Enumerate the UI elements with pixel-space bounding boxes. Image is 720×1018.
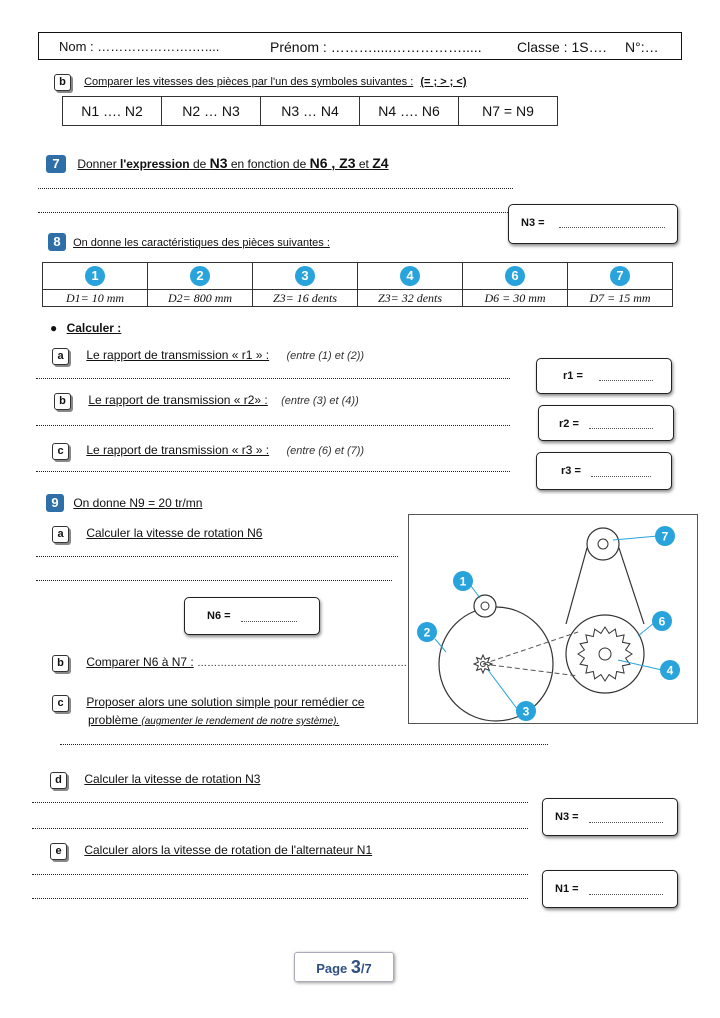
result-blank[interactable] (599, 380, 653, 381)
answer-line[interactable] (36, 556, 398, 557)
piece-value: Z3= 16 dents (253, 290, 358, 307)
characteristics-table (42, 262, 673, 307)
callout-label: 1 (459, 574, 467, 589)
q7 (46, 155, 389, 173)
gear-4-hub (599, 648, 611, 660)
q7-text: Donner (77, 157, 121, 171)
q8-text: On donne les caractéristiques des pièces suivantes : (73, 237, 330, 249)
result-label: N1 = (555, 883, 579, 895)
piece-badge: 7 (610, 266, 630, 286)
piece-value: D2= 800 mm (148, 290, 253, 307)
result-box-r1[interactable] (536, 358, 672, 394)
answer-line[interactable] (36, 471, 510, 472)
ratio-r2-hint: (entre (3) et (4)) (281, 395, 359, 407)
q9c-line2: problème (88, 713, 142, 727)
callout-label: 6 (658, 614, 666, 629)
gear-2 (439, 607, 553, 721)
q-ratio-r1 (52, 348, 364, 365)
callout-label: 7 (661, 529, 669, 544)
answer-line[interactable] (32, 898, 528, 899)
result-blank[interactable] (241, 621, 297, 622)
callout-label: 4 (666, 663, 674, 678)
answer-line[interactable] (36, 580, 392, 581)
callout-badge (660, 660, 680, 680)
piece-badge: 1 (85, 266, 105, 286)
compare-cell[interactable]: N4 …. N6 (360, 97, 459, 126)
result-blank[interactable] (589, 894, 663, 895)
compare-cell[interactable]: N2 … N3 (162, 97, 261, 126)
tag-b: b (54, 393, 71, 410)
answer-line[interactable] (38, 188, 513, 189)
answer-line[interactable] (36, 378, 510, 379)
q7-text: l'expression (120, 157, 190, 171)
q-ratio-r2 (54, 393, 359, 410)
q8 (48, 233, 330, 251)
result-label: r1 = (563, 370, 583, 382)
q7-text: en fonction de (227, 157, 310, 171)
gear-pulley-diagram (408, 514, 698, 724)
header-box (38, 32, 682, 60)
result-box-n1[interactable] (542, 870, 678, 908)
compare-question (54, 74, 466, 91)
q9 (46, 494, 202, 512)
callout-label: 3 (522, 704, 530, 719)
page-indicator (294, 952, 394, 982)
page-total: /7 (360, 961, 372, 976)
callout-badge (655, 526, 675, 546)
ratio-r3-hint: (entre (6) et (7)) (286, 445, 365, 457)
q9d-text: Calculer la vitesse de rotation N3 (84, 772, 261, 786)
result-box-n3[interactable] (508, 204, 678, 244)
q9e-text: Calculer alors la vitesse de rotation de l'alternateur N1 (84, 843, 373, 857)
ratio-r1-hint: (entre (1) et (2)) (286, 350, 365, 362)
result-label: r2 = (559, 418, 579, 430)
result-blank[interactable] (591, 476, 651, 477)
q9-number: 9 (46, 494, 64, 512)
q9-text: On donne N9 = 20 tr/mn (73, 496, 203, 510)
page-prefix: Page (316, 961, 351, 976)
callout-badge (453, 571, 473, 591)
callout-label: 2 (423, 625, 431, 640)
answer-line[interactable] (38, 212, 508, 213)
firstname-field[interactable]: Prénom : ……….....……………..... (270, 39, 482, 55)
result-box-n6[interactable] (184, 597, 320, 635)
compare-cell[interactable]: N7 = N9 (459, 97, 558, 126)
answer-line[interactable] (32, 874, 528, 875)
q8-number: 8 (48, 233, 66, 251)
piece-badge: 6 (505, 266, 525, 286)
piece-value: Z3= 32 dents (358, 290, 463, 307)
piece-badge: 3 (295, 266, 315, 286)
result-blank[interactable] (589, 428, 653, 429)
roller-1-hub (481, 602, 489, 610)
callout-badge (417, 622, 437, 642)
q9b-text: Comparer N6 à N7 : (86, 655, 194, 669)
compare-cell[interactable]: N1 …. N2 (63, 97, 162, 126)
q9a-text: Calculer la vitesse de rotation N6 (86, 526, 263, 540)
result-label: N3 = (521, 217, 545, 229)
q9b-dots[interactable]: ……………………………………………………… (197, 658, 408, 669)
piece-value: D1= 10 mm (43, 290, 148, 307)
tag-a: a (52, 526, 69, 543)
compare-table (62, 96, 558, 126)
number-field[interactable]: N°:… (625, 39, 659, 55)
result-label: r3 = (561, 465, 581, 477)
q7-text: et (355, 157, 373, 171)
tag-b: b (54, 74, 71, 91)
result-blank[interactable] (559, 227, 665, 228)
result-box-r3[interactable] (536, 452, 672, 490)
result-box-r2[interactable] (538, 405, 674, 441)
page-number: 3 (350, 957, 361, 977)
calculate-label: Calculer : (66, 321, 122, 335)
result-label: N6 = (207, 610, 231, 622)
class-field[interactable]: Classe : 1S…. (517, 39, 607, 55)
answer-line[interactable] (36, 425, 510, 426)
q7-number: 7 (46, 155, 66, 173)
piece-value: D7 = 15 mm (568, 290, 673, 307)
pulley-7-hub (598, 539, 608, 549)
answer-line[interactable] (32, 802, 528, 803)
piece-badge: 2 (190, 266, 210, 286)
answer-line[interactable] (32, 828, 528, 829)
result-box-n3-second[interactable] (542, 798, 678, 836)
piece-value: D6 = 30 mm (463, 290, 568, 307)
calculate-heading (50, 321, 121, 335)
q9a (52, 526, 262, 543)
q9e (50, 843, 372, 860)
ratio-r1-text: Le rapport de transmission « r1 » : (86, 348, 270, 362)
piece-badge: 4 (400, 266, 420, 286)
q7-text: N6 , Z3 (309, 155, 356, 171)
q9d (50, 772, 260, 789)
name-field[interactable]: Nom : ………………….….... (59, 39, 220, 54)
tag-a: a (52, 348, 69, 365)
result-label: N3 = (555, 811, 579, 823)
q-ratio-r3 (52, 443, 364, 460)
result-blank[interactable] (589, 822, 663, 823)
q7-text: Z4 (372, 155, 389, 171)
answer-line[interactable] (60, 744, 548, 745)
callout-badge (652, 611, 672, 631)
tag-c: c (52, 695, 69, 712)
q9b (52, 655, 407, 672)
callout-badge (516, 701, 536, 721)
tag-c: c (52, 443, 69, 460)
q7-text: de (189, 157, 210, 171)
q9c-hint: (augmenter le rendement de notre système). (141, 716, 340, 727)
q9c (52, 694, 364, 730)
q7-text: N3 (209, 155, 228, 171)
compare-symbols: (= ; > ; <) (420, 76, 467, 88)
compare-cell[interactable]: N3 … N4 (261, 97, 360, 126)
tag-d: d (50, 772, 67, 789)
bullet-icon: ● (50, 321, 58, 335)
q9c-line1: Proposer alors une solution simple pour remédier ce (86, 695, 365, 709)
tag-b: b (52, 655, 69, 672)
ratio-r3-text: Le rapport de transmission « r3 » : (86, 443, 270, 457)
ratio-r2-text: Le rapport de transmission « r2» : (88, 393, 268, 407)
tag-e: e (50, 843, 67, 860)
compare-instruction: Comparer les vitesses des pièces par l'un des symboles suivantes : (84, 76, 414, 88)
